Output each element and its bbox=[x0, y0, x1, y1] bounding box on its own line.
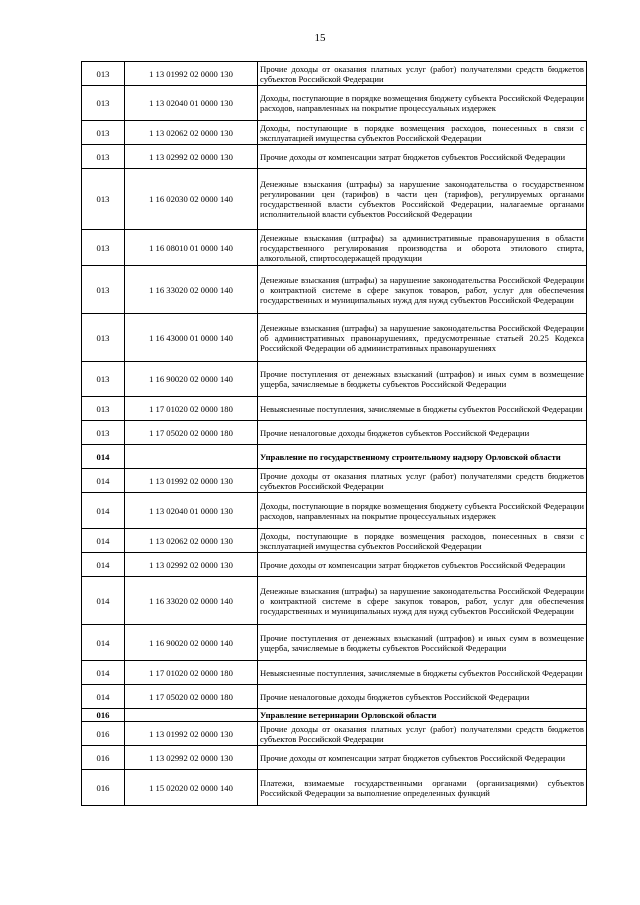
budget-code-cell: 1 16 90020 02 0000 140 bbox=[125, 625, 258, 661]
income-name-cell: Прочие неналоговые доходы бюджетов субъектов Российской Федерации bbox=[258, 685, 587, 709]
income-name-cell: Денежные взыскания (штрафы) за административные правонарушения в области государственного регулирования производства и оборота этилового спирта, алкогольной, спиртосодержащей продукции bbox=[258, 230, 587, 266]
admin-code-cell: 013 bbox=[82, 86, 125, 121]
budget-code-cell: 1 13 01992 02 0000 130 bbox=[125, 62, 258, 86]
admin-code-cell: 013 bbox=[82, 397, 125, 421]
section-header-row bbox=[82, 445, 587, 469]
table-row bbox=[82, 469, 587, 493]
budget-code-cell: 1 13 02992 02 0000 130 bbox=[125, 746, 258, 770]
budget-code-cell: 1 16 90020 02 0000 140 bbox=[125, 362, 258, 397]
income-name-cell: Доходы, поступающие в порядке возмещения расходов, понесенных в связи с эксплуатацией имущества субъектов Российской Федерации bbox=[258, 529, 587, 553]
table-row bbox=[82, 722, 587, 746]
budget-code-cell: 1 17 01020 02 0000 180 bbox=[125, 661, 258, 685]
budget-code-cell: 1 15 02020 02 0000 140 bbox=[125, 770, 258, 806]
income-name-cell: Прочие доходы от компенсации затрат бюджетов субъектов Российской Федерации bbox=[258, 746, 587, 770]
budget-code-cell: 1 13 02040 01 0000 130 bbox=[125, 493, 258, 529]
admin-code-cell: 014 bbox=[82, 553, 125, 577]
admin-code-cell: 014 bbox=[82, 469, 125, 493]
admin-code-cell: 013 bbox=[82, 362, 125, 397]
income-name-cell: Управление ветеринарии Орловской области bbox=[258, 709, 587, 722]
admin-code-cell: 016 bbox=[82, 746, 125, 770]
table-row bbox=[82, 421, 587, 445]
admin-code-cell: 013 bbox=[82, 145, 125, 169]
income-name-cell: Денежные взыскания (штрафы) за нарушение законодательства Российской Федерации о контрактной системе в сфере закупок товаров, работ, услуг для обеспечения государственных и муниципальных нужд для нужд субъектов Российской Федерации bbox=[258, 577, 587, 625]
table-row bbox=[82, 625, 587, 661]
admin-code-cell: 013 bbox=[82, 266, 125, 314]
budget-code-cell: 1 13 02062 02 0000 130 bbox=[125, 529, 258, 553]
income-name-cell: Денежные взыскания (штрафы) за нарушение законодательства Российской Федерации о контрактной системе в сфере закупок товаров, работ, услуг для обеспечения государственных и муниципальных нужд для нужд субъектов Российской Федерации bbox=[258, 266, 587, 314]
admin-code-cell: 014 bbox=[82, 577, 125, 625]
income-name-cell: Прочие доходы от оказания платных услуг (работ) получателями средств бюджетов субъектов Российской Федерации bbox=[258, 722, 587, 746]
budget-code-cell bbox=[125, 445, 258, 469]
income-name-cell: Прочие поступления от денежных взысканий (штрафов) и иных сумм в возмещение ущерба, зачисляемые в бюджеты субъектов Российской Федерации bbox=[258, 362, 587, 397]
table-row bbox=[82, 86, 587, 121]
table-row bbox=[82, 145, 587, 169]
budget-code-cell: 1 13 02062 02 0000 130 bbox=[125, 121, 258, 145]
page-number: 15 bbox=[314, 32, 326, 44]
budget-code-cell: 1 17 05020 02 0000 180 bbox=[125, 685, 258, 709]
table-row bbox=[82, 362, 587, 397]
admin-code-cell: 016 bbox=[82, 722, 125, 746]
income-name-cell: Прочие доходы от компенсации затрат бюджетов субъектов Российской Федерации bbox=[258, 145, 587, 169]
income-name-cell: Доходы, поступающие в порядке возмещения бюджету субъекта Российской Федерации расходов, направленных на покрытие процессуальных издержек bbox=[258, 493, 587, 529]
income-name-cell: Невыясненные поступления, зачисляемые в бюджеты субъектов Российской Федерации bbox=[258, 397, 587, 421]
table-row bbox=[82, 529, 587, 553]
budget-code-cell: 1 16 02030 02 0000 140 bbox=[125, 169, 258, 230]
budget-code-cell: 1 13 01992 02 0000 130 bbox=[125, 469, 258, 493]
table-row bbox=[82, 746, 587, 770]
table-row bbox=[82, 121, 587, 145]
admin-code-cell: 014 bbox=[82, 685, 125, 709]
table-row bbox=[82, 553, 587, 577]
income-name-cell: Прочие поступления от денежных взысканий (штрафов) и иных сумм в возмещение ущерба, зачисляемые в бюджеты субъектов Российской Федерации bbox=[258, 625, 587, 661]
income-name-cell: Прочие доходы от компенсации затрат бюджетов субъектов Российской Федерации bbox=[258, 553, 587, 577]
budget-code-cell: 1 17 05020 02 0000 180 bbox=[125, 421, 258, 445]
table-row bbox=[82, 397, 587, 421]
admin-code-cell: 014 bbox=[82, 625, 125, 661]
admin-code-cell: 014 bbox=[82, 661, 125, 685]
table-row bbox=[82, 230, 587, 266]
income-name-cell: Прочие неналоговые доходы бюджетов субъектов Российской Федерации bbox=[258, 421, 587, 445]
income-name-cell: Доходы, поступающие в порядке возмещения бюджету субъекта Российской Федерации расходов, направленных на покрытие процессуальных издержек bbox=[258, 86, 587, 121]
budget-code-cell bbox=[125, 709, 258, 722]
table-row bbox=[82, 577, 587, 625]
budget-codes-table bbox=[81, 61, 587, 806]
income-name-cell: Прочие доходы от оказания платных услуг (работ) получателями средств бюджетов субъектов Российской Федерации bbox=[258, 469, 587, 493]
admin-code-cell: 013 bbox=[82, 314, 125, 362]
income-name-cell: Невыясненные поступления, зачисляемые в бюджеты субъектов Российской Федерации bbox=[258, 661, 587, 685]
income-name-cell: Денежные взыскания (штрафы) за нарушение законодательства о государственном регулировании цен (тарифов) в части цен (тарифов), регулируемых органами государственной власти субъектов Российской Федерации, налагаемые органами исполнительной власти субъектов Российской Федерации bbox=[258, 169, 587, 230]
table-row bbox=[82, 314, 587, 362]
admin-code-cell: 016 bbox=[82, 709, 125, 722]
admin-code-cell: 013 bbox=[82, 421, 125, 445]
budget-code-cell: 1 16 33020 02 0000 140 bbox=[125, 577, 258, 625]
budget-code-cell: 1 16 43000 01 0000 140 bbox=[125, 314, 258, 362]
table-row bbox=[82, 493, 587, 529]
income-name-cell: Денежные взыскания (штрафы) за нарушение законодательства Российской Федерации об административных правонарушениях, предусмотренные статьей 20.25 Кодекса Российской Федерации об административных правонарушениях bbox=[258, 314, 587, 362]
admin-code-cell: 014 bbox=[82, 445, 125, 469]
income-name-cell: Платежи, взимаемые государственными органами (организациями) субъектов Российской Федерации за выполнение определенных функций bbox=[258, 770, 587, 806]
budget-code-cell: 1 16 33020 02 0000 140 bbox=[125, 266, 258, 314]
table-row bbox=[82, 266, 587, 314]
table-row bbox=[82, 62, 587, 86]
table-body bbox=[82, 62, 587, 806]
budget-code-cell: 1 16 08010 01 0000 140 bbox=[125, 230, 258, 266]
budget-code-cell: 1 17 01020 02 0000 180 bbox=[125, 397, 258, 421]
admin-code-cell: 014 bbox=[82, 493, 125, 529]
budget-code-cell: 1 13 02040 01 0000 130 bbox=[125, 86, 258, 121]
table-row bbox=[82, 770, 587, 806]
admin-code-cell: 013 bbox=[82, 121, 125, 145]
admin-code-cell: 016 bbox=[82, 770, 125, 806]
admin-code-cell: 013 bbox=[82, 169, 125, 230]
admin-code-cell: 013 bbox=[82, 62, 125, 86]
budget-code-cell: 1 13 01992 02 0000 130 bbox=[125, 722, 258, 746]
budget-code-cell: 1 13 02992 02 0000 130 bbox=[125, 145, 258, 169]
income-name-cell: Прочие доходы от оказания платных услуг (работ) получателями средств бюджетов субъектов Российской Федерации bbox=[258, 62, 587, 86]
income-name-cell: Доходы, поступающие в порядке возмещения расходов, понесенных в связи с эксплуатацией имущества субъектов Российской Федерации bbox=[258, 121, 587, 145]
income-name-cell: Управление по государственному строительному надзору Орловской области bbox=[258, 445, 587, 469]
admin-code-cell: 014 bbox=[82, 529, 125, 553]
admin-code-cell: 013 bbox=[82, 230, 125, 266]
table-row bbox=[82, 661, 587, 685]
table-row bbox=[82, 685, 587, 709]
budget-code-cell: 1 13 02992 02 0000 130 bbox=[125, 553, 258, 577]
table-row bbox=[82, 169, 587, 230]
section-header-row bbox=[82, 709, 587, 722]
